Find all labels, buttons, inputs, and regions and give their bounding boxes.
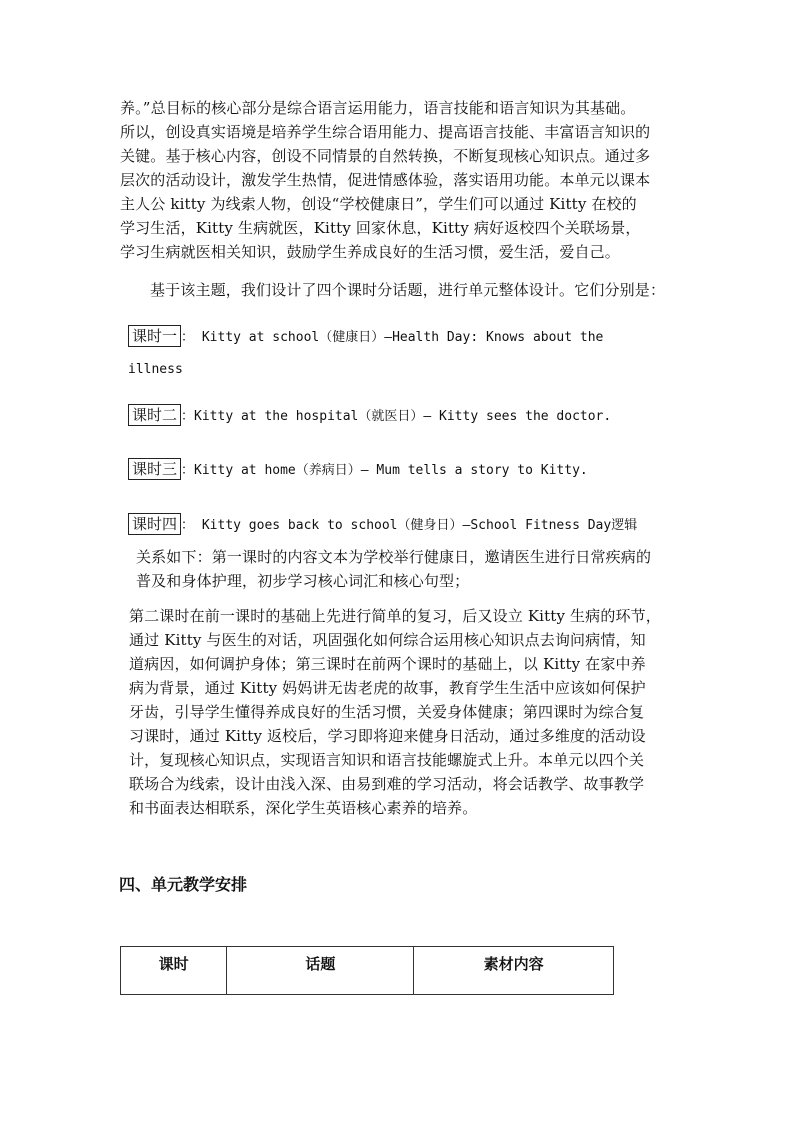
detail-line: 习课时，通过 Kitty 返校后，学习即将迎来健身日活动，通过多维度的活动设 xyxy=(129,727,646,745)
lesson-3-text: ：Kitty at home（养病日）— Mum tells a story to Kitty. xyxy=(181,463,588,478)
section-heading: 四、单元教学安排 xyxy=(119,875,248,894)
intro-line: 关键。基于核心内容，创设不同情景的自然转换，不断复现核心知识点。通过多 xyxy=(120,147,651,165)
theme-sentence: 基于该主题，我们设计了四个课时分话题，进行单元整体设计。它们分别是： xyxy=(150,281,666,299)
lesson-4-tag: 课时四 xyxy=(128,513,181,535)
lesson-2 xyxy=(128,400,678,432)
lesson-1 xyxy=(128,321,678,353)
intro-line: 主人公 kitty 为线索人物，创设“学校健康日”，学生们可以通过 Kitty 在校的 xyxy=(120,195,637,213)
logic-paragraph xyxy=(136,545,686,593)
intro-line: 养。”总目标的核心部分是综合语言运用能力，语言技能和语言知识为其基础。 xyxy=(120,99,636,117)
lesson-4-text: ： Kitty goes back to school（健身日）—School Fitness Day逻辑 xyxy=(181,518,638,533)
lesson-1-text: ： Kitty at school（健康日）—Health Day: Knows about the xyxy=(181,330,604,345)
lesson-1-tag: 课时一 xyxy=(128,325,181,347)
lesson-1-continuation xyxy=(128,353,678,385)
detail-line: 通过 Kitty 与医生的对话，巩固强化如何综合运用核心知识点去询问病情，知 xyxy=(129,631,646,649)
detail-line: 计，复现核心知识点，实现语言知识和语言技能螺旋式上升。本单元以四个关 xyxy=(129,751,645,769)
teaching-arrangement-table xyxy=(120,946,614,995)
table-header-topic: 话题 xyxy=(227,947,414,995)
detail-line: 第二课时在前一课时的基础上先进行简单的复习，后又设立 Kitty 生病的环节， xyxy=(129,607,661,625)
lesson-2-text: ：Kitty at the hospital（就医日）— Kitty sees the doctor. xyxy=(181,409,612,424)
intro-line: 所以，创设真实语境是培养学生综合语用能力、提高语言技能、丰富语言知识的 xyxy=(120,123,651,141)
intro-line: 学习生活，Kitty 生病就医，Kitty 回家休息，Kitty 病好返校四个关联场景， xyxy=(120,219,641,237)
table-header-lesson: 课时 xyxy=(121,947,227,995)
lesson-1-cont-text: illness xyxy=(128,362,183,377)
table-header-materials: 素材内容 xyxy=(414,947,614,995)
detail-line: 牙齿，引导学生懂得养成良好的生活习惯，关爱身体健康；第四课时为综合复 xyxy=(129,703,645,721)
intro-paragraph xyxy=(120,96,680,264)
intro-line: 学习生病就医相关知识，鼓励学生养成良好的生活习惯，爱生活，爱自己。 xyxy=(120,243,620,261)
intro-line: 层次的活动设计，激发学生热情，促进情感体验，落实语用功能。本单元以课本 xyxy=(120,171,651,189)
lesson-4 xyxy=(128,509,678,541)
detail-line: 道病因，如何调护身体；第三课时在前两个课时的基础上，以 Kitty 在家中养 xyxy=(129,655,646,673)
logic-line: 普及和身体护理，初步学习核心词汇和核心句型； xyxy=(136,572,470,590)
detail-line: 病为背景，通过 Kitty 妈妈讲无齿老虎的故事，教育学生生活中应该如何保护 xyxy=(129,679,646,697)
detail-line: 联场合为线索，设计由浅入深、由易到难的学习活动，将会话教学、故事教学 xyxy=(129,775,645,793)
lesson-3 xyxy=(128,454,678,486)
table-header-row xyxy=(121,947,614,995)
lesson-3-tag: 课时三 xyxy=(128,458,181,480)
detail-line: 和书面表达相联系，深化学生英语核心素养的培养。 xyxy=(129,799,478,817)
detail-paragraph xyxy=(129,604,689,820)
lesson-2-tag: 课时二 xyxy=(128,404,181,426)
logic-line: 关系如下：第一课时的内容文本为学校举行健康日，邀请医生进行日常疾病的 xyxy=(136,548,652,566)
